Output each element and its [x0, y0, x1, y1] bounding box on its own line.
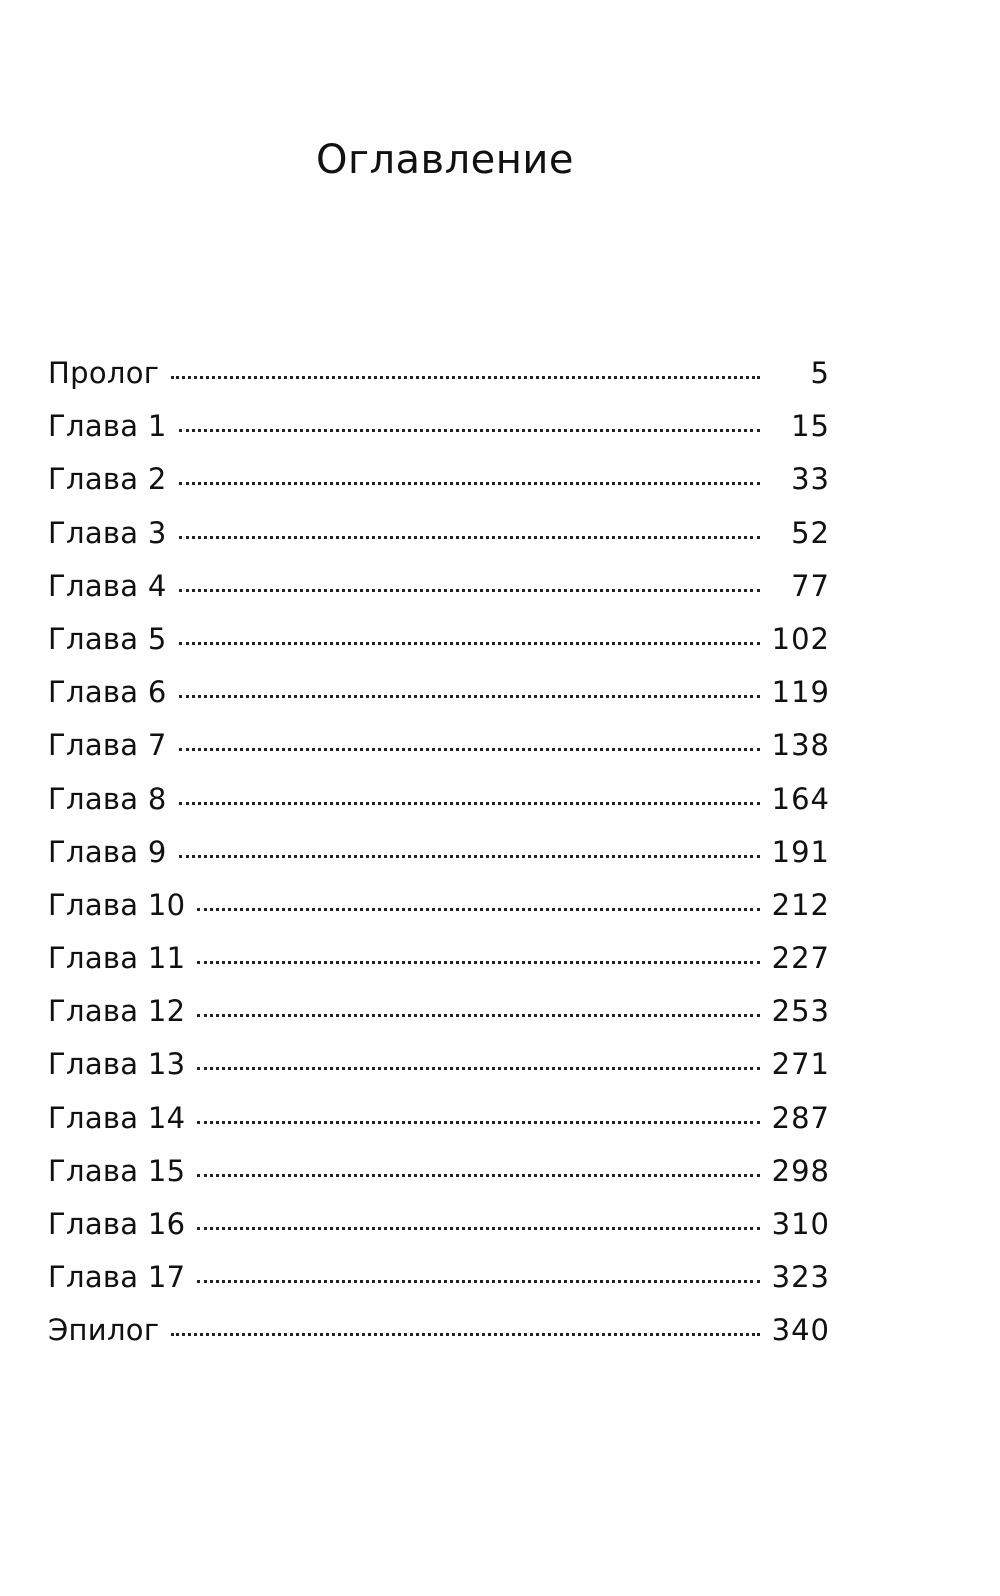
dot-leader	[179, 855, 760, 858]
toc-entry-chapter-15[interactable]	[48, 1145, 830, 1198]
toc-entry-page: 340	[771, 1313, 830, 1348]
dot-leader	[197, 1174, 760, 1177]
toc-entry-chapter-8[interactable]	[48, 773, 830, 826]
toc-entry-chapter-13[interactable]	[48, 1038, 830, 1091]
toc-entry-chapter-17[interactable]	[48, 1251, 830, 1304]
toc-entry-page: 102	[771, 621, 830, 656]
dot-leader	[171, 1333, 760, 1336]
toc-entry-chapter-11[interactable]	[48, 932, 830, 985]
dot-leader	[179, 642, 760, 645]
toc-entry-label: Глава 16	[48, 1207, 186, 1241]
dot-leader	[197, 908, 760, 911]
toc-entry-chapter-14[interactable]	[48, 1092, 830, 1145]
toc-entry-chapter-4[interactable]	[48, 560, 830, 613]
toc-entry-label: Пролог	[48, 356, 160, 390]
dot-leader	[197, 1014, 760, 1017]
dot-leader	[179, 748, 760, 751]
toc-entry-chapter-16[interactable]	[48, 1198, 830, 1251]
toc-entry-page: 33	[791, 462, 830, 497]
toc-entry-page: 191	[771, 834, 830, 869]
toc-entry-label: Глава 13	[48, 1047, 186, 1082]
dot-leader	[197, 1067, 760, 1070]
toc-entry-label: Глава 3	[48, 515, 167, 550]
toc-entry-epilogue[interactable]	[48, 1304, 830, 1357]
toc-entry-label: Глава 6	[48, 675, 167, 710]
toc-entry-page: 287	[771, 1100, 830, 1135]
toc-entry-page: 52	[791, 515, 830, 550]
toc-entry-page: 323	[771, 1260, 830, 1295]
dot-leader	[197, 1227, 760, 1230]
toc-entry-page: 253	[771, 994, 830, 1029]
toc-entry-page: 15	[791, 409, 830, 444]
toc-entry-label: Глава 4	[48, 568, 167, 603]
toc-entry-chapter-10[interactable]	[48, 879, 830, 932]
dot-leader	[179, 589, 760, 592]
dot-leader	[197, 1280, 760, 1283]
toc-entry-label: Глава 5	[48, 621, 167, 656]
toc-entry-label: Глава 17	[48, 1260, 186, 1295]
toc-entry-prologue[interactable]	[48, 347, 830, 400]
toc-entry-label: Глава 15	[48, 1153, 186, 1188]
toc-entry-page: 119	[771, 675, 830, 710]
toc-entry-page: 138	[771, 728, 830, 763]
toc-entry-chapter-1[interactable]	[48, 400, 830, 453]
toc-entry-chapter-3[interactable]	[48, 507, 830, 560]
toc-entry-label: Глава 9	[48, 834, 167, 869]
toc-entry-page: 271	[771, 1047, 830, 1082]
dot-leader	[197, 1121, 760, 1124]
toc-entry-chapter-2[interactable]	[48, 453, 830, 506]
toc-entry-chapter-6[interactable]	[48, 666, 830, 719]
toc-entry-label: Глава 1	[48, 409, 167, 444]
toc-entry-page: 5	[810, 356, 830, 390]
table-of-contents	[48, 347, 830, 1358]
toc-entry-label: Глава 14	[48, 1100, 186, 1135]
toc-entry-page: 298	[771, 1153, 830, 1188]
toc-entry-label: Глава 10	[48, 887, 186, 922]
toc-entry-chapter-9[interactable]	[48, 826, 830, 879]
toc-entry-page: 212	[771, 887, 830, 922]
dot-leader	[197, 961, 760, 964]
toc-entry-page: 164	[771, 781, 830, 816]
dot-leader	[179, 802, 760, 805]
toc-entry-label: Глава 8	[48, 781, 167, 816]
toc-entry-label: Глава 2	[48, 462, 167, 497]
dot-leader	[179, 482, 760, 485]
toc-entry-chapter-7[interactable]	[48, 719, 830, 772]
toc-entry-page: 77	[791, 568, 830, 603]
toc-entry-label: Глава 11	[48, 941, 186, 976]
dot-leader	[179, 536, 760, 539]
page-title: Оглавление	[315, 137, 575, 183]
dot-leader	[179, 695, 760, 698]
dot-leader	[171, 376, 760, 379]
toc-entry-page: 310	[771, 1207, 830, 1241]
dot-leader	[179, 429, 760, 432]
toc-entry-page: 227	[771, 941, 830, 976]
toc-entry-label: Эпилог	[48, 1313, 160, 1348]
toc-entry-chapter-5[interactable]	[48, 613, 830, 666]
toc-entry-chapter-12[interactable]	[48, 985, 830, 1038]
toc-entry-label: Глава 7	[48, 728, 167, 763]
toc-entry-label: Глава 12	[48, 994, 186, 1029]
